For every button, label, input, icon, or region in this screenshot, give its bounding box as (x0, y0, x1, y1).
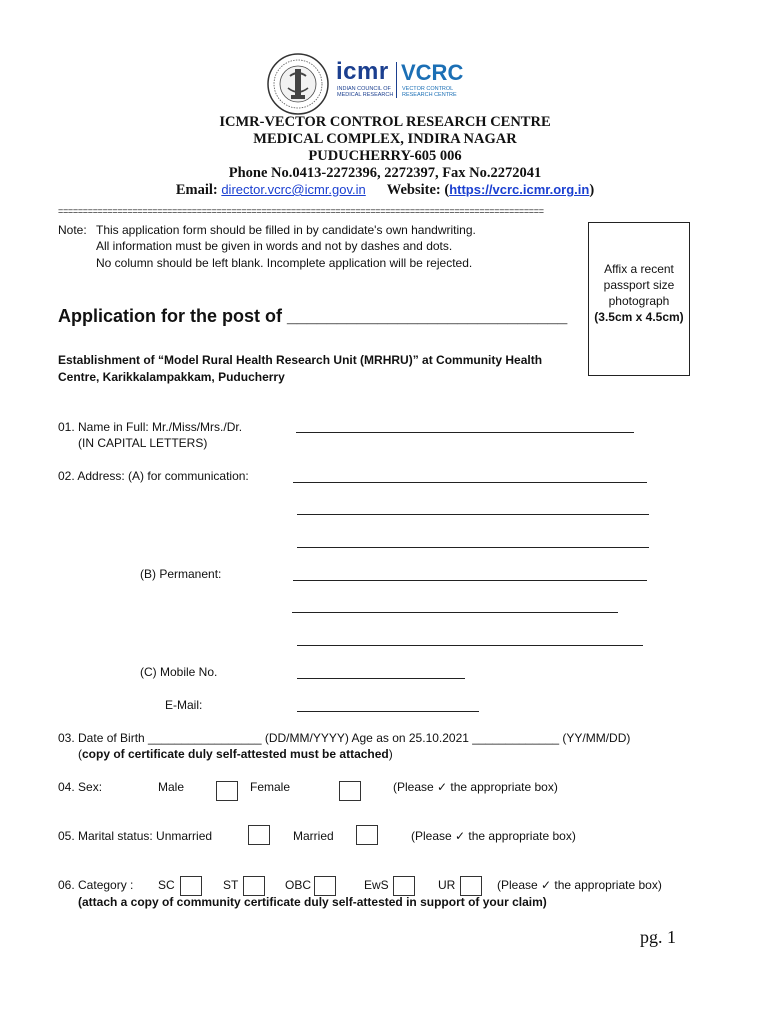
establishment-line-2: Centre, Karikkalampakkam, Puducherry (58, 370, 285, 384)
email-link[interactable]: director.vcrc@icmr.gov.in (221, 182, 366, 197)
category-label: 06. Category : (58, 878, 134, 892)
marital-hint: (Please ✓ the appropriate box) (411, 829, 576, 843)
note-line-2: All information must be given in words and not by dashes and dots. (96, 239, 453, 253)
marital-unmarried-checkbox[interactable] (248, 825, 270, 845)
photo-box-line-4: (3.5cm x 4.5cm) (594, 310, 684, 324)
category-obc-checkbox[interactable] (314, 876, 336, 896)
mobile-field[interactable] (297, 678, 465, 679)
icmr-emblem-logo (266, 52, 330, 116)
page-title: Application for the post of ____________________________ (58, 306, 568, 326)
category-ur-label: UR (438, 878, 456, 892)
name-field[interactable] (296, 432, 634, 433)
category-st-label: ST (223, 878, 239, 892)
website-close: ) (589, 182, 595, 198)
photo-box-line-3: photograph (608, 294, 670, 308)
icmr-wordmark: icmr (336, 58, 389, 85)
category-st-checkbox[interactable] (243, 876, 265, 896)
address-label: 02. Address: (A) for communication: (58, 469, 249, 483)
dob-note-open: ( (78, 747, 82, 761)
permanent-address-label: (B) Permanent: (140, 567, 222, 581)
vcrc-logo-subtitle: VECTOR CONTROL RESEARCH CENTRE (402, 86, 457, 98)
category-sc-label: SC (158, 878, 175, 892)
sex-male-checkbox[interactable] (216, 781, 238, 801)
email-label: Email: (175, 182, 218, 198)
category-sc-checkbox[interactable] (180, 876, 202, 896)
icmr-logo (336, 58, 389, 86)
category-hint: (Please ✓ the appropriate box) (497, 878, 662, 892)
address-communication-field-2[interactable] (297, 514, 649, 515)
header-line-1: ICMR-VECTOR CONTROL RESEARCH CENTRE (219, 114, 551, 130)
sex-male-label: Male (158, 780, 185, 794)
photo-box-line-2: passport size (603, 278, 675, 292)
category-ews-label: EwS (364, 878, 389, 892)
marital-label: 05. Marital status: Unmarried (58, 829, 213, 843)
website-label: Website: ( (386, 182, 450, 198)
marital-married-checkbox[interactable] (356, 825, 378, 845)
website-link[interactable]: https://vcrc.icmr.org.in (449, 182, 590, 197)
header-line-3: PUDUCHERRY-605 006 (308, 148, 462, 164)
sex-female-label: Female (250, 780, 291, 794)
category-ur-checkbox[interactable] (460, 876, 482, 896)
logo-divider (396, 62, 397, 98)
note-line-3: No column should be left blank. Incomplete application will be rejected. (96, 256, 473, 270)
dob-note (78, 747, 393, 761)
address-communication-field-1[interactable] (293, 482, 647, 483)
category-note: (attach a copy of community certificate duly self-attested in support of your claim) (78, 895, 547, 909)
marital-married-label: Married (293, 829, 334, 843)
note-label: Note: (58, 223, 87, 237)
email-field[interactable] (297, 711, 479, 712)
email-field-label: E-Mail: (165, 698, 203, 712)
header-separator: ================================================================================================== (58, 206, 544, 216)
category-obc-label: OBC (285, 878, 312, 892)
mobile-label: (C) Mobile No. (140, 665, 218, 679)
icmr-logo-subtitle: INDIAN COUNCIL OF MEDICAL RESEARCH (337, 86, 394, 98)
dob-note-close: ) (388, 747, 393, 761)
name-label: 01. Name in Full: Mr./Miss/Mrs./Dr. (58, 420, 243, 434)
dob-label: 03. Date of Birth _________________ (DD/MM/YYYY) Age as on 25.10.2021 _____________ (YY/MM/DD) (58, 731, 631, 745)
note-line-1: This application form should be filled in by candidate's own handwriting. (96, 223, 476, 237)
address-permanent-field-2[interactable] (292, 612, 618, 613)
header-contact-line (0, 182, 770, 199)
vcrc-logo (401, 60, 463, 86)
header-line-4: Phone No.0413-2272396, 2272397, Fax No.2272041 (228, 165, 542, 181)
vcrc-wordmark: VCRC (401, 60, 464, 85)
header-line-2: MEDICAL COMPLEX, INDIRA NAGAR (253, 131, 517, 147)
address-permanent-field-1[interactable] (293, 580, 647, 581)
photo-box[interactable] (588, 222, 690, 376)
photo-box-line-1: Affix a recent (604, 262, 674, 276)
address-communication-field-3[interactable] (297, 547, 649, 548)
address-permanent-field-3[interactable] (297, 645, 643, 646)
category-ews-checkbox[interactable] (393, 876, 415, 896)
sex-female-checkbox[interactable] (339, 781, 361, 801)
dob-note-text: copy of certificate duly self-attested must be attached (82, 747, 389, 761)
sex-label: 04. Sex: (58, 780, 103, 794)
name-sublabel: (IN CAPITAL LETTERS) (78, 436, 208, 450)
establishment-line-1: Establishment of “Model Rural Health Research Unit (MRHRU)” at Community Health (58, 353, 543, 367)
sex-hint: (Please ✓ the appropriate box) (393, 780, 558, 794)
page-number: pg. 1 (640, 927, 676, 947)
